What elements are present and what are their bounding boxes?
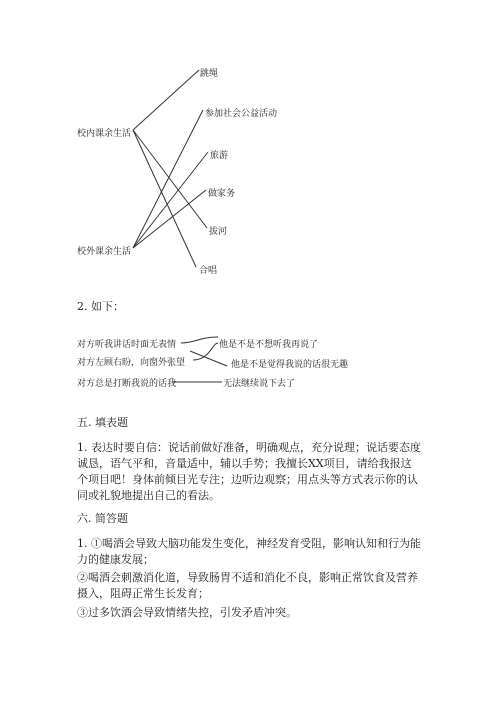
right-item-3: 旅游 — [210, 151, 229, 161]
right-item-6: 合唱 — [199, 266, 218, 276]
match-line — [133, 70, 199, 130]
fig2-right-item-3: 无法继续说下去了 — [223, 379, 296, 389]
section6-paragraph-2: ②喝酒会刺激消化道，导致肠胃不适和消化不良，影响正常饮食及营养摄入，阻碍正常生长发育； — [77, 571, 418, 600]
match-line — [133, 152, 208, 248]
match-line — [133, 130, 196, 267]
fig2-left-item-1: 对方听我讲话时面无表情 — [77, 340, 177, 350]
fig2-right-item-1: 他是不是不想听我再说了 — [219, 340, 319, 350]
left-item-1: 校内课余生活 — [77, 129, 132, 139]
match-line — [133, 190, 206, 248]
match-line — [181, 337, 218, 343]
fig2-right-item-2: 他是不是觉得我说的话很无趣 — [231, 360, 349, 370]
right-item-4: 做家务 — [208, 189, 236, 199]
section6-heading: 六. 简答题 — [77, 512, 128, 525]
section6-paragraph-3: ③过多饮酒会导致情绪失控，引发矛盾冲突。 — [77, 606, 297, 619]
right-item-2: 参加社会公益活动 — [205, 109, 278, 119]
section6-paragraph-1: 1. ①喝酒会导致大脑功能发生变化，神经发育受阻，影响认知和行为能力的健康发展； — [77, 537, 421, 566]
right-item-5: 拔河 — [209, 227, 228, 237]
figure2-title: 2. 如下： — [77, 300, 124, 313]
match-line — [133, 130, 207, 228]
right-item-1: 跳绳 — [200, 69, 219, 79]
fig2-left-item-3: 对方总是打断我说的话我 — [77, 379, 177, 389]
section5-heading: 五. 填表题 — [77, 416, 128, 429]
match-line — [133, 110, 203, 248]
section5-paragraph: 1. 表达时要自信：说话前做好准备，明确观点，充分说理；说话要态度诚恳，语气平和，音量适中，辅以手势；我擅长XX项目，请给我报这个项目吧！身体前倾目光专注；边听边观察；用点头等方式表示你的认同或礼貌地提出自己的看法。 — [77, 441, 421, 502]
left-item-2: 校外课余生活 — [77, 247, 132, 257]
fig2-left-item-2: 对方左顾右盼，向窗外张望 — [77, 358, 186, 368]
